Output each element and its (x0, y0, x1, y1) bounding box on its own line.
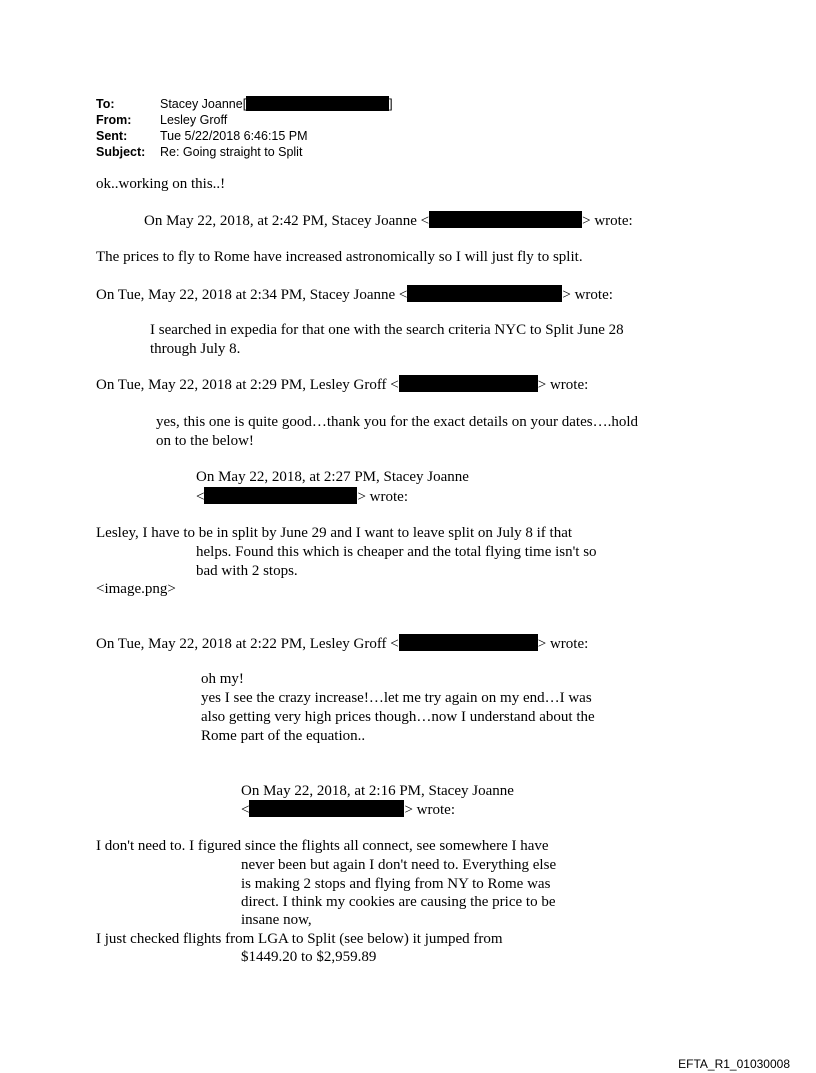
quote-header-text: On Tue, May 22, 2018 at 2:22 PM, Lesley Groff < (96, 636, 399, 652)
from-value: Lesley Groff (160, 113, 228, 127)
quote-header-6a: On May 22, 2018, at 2:16 PM, Stacey Joanne (241, 783, 514, 799)
redaction-bar (249, 800, 404, 817)
quote-header-suffix: > wrote: (537, 377, 589, 393)
subject-label: Subject: (96, 145, 146, 159)
redaction-bar (246, 96, 389, 111)
quote-text-5c: also getting very high prices though…now I understand about the (201, 709, 595, 725)
quote-text-6d: direct. I think my cookies are causing the price to be (241, 894, 556, 910)
to-value (160, 96, 393, 112)
quote-text-4a: Lesley, I have to be in split by June 29 and I want to leave split on July 8 if that (96, 525, 573, 541)
quote-text-3b: on to the below! (156, 433, 254, 449)
quote-text-4c: bad with 2 stops. (196, 563, 298, 579)
quote-header-4a: On May 22, 2018, at 2:27 PM, Stacey Joanne (196, 469, 469, 485)
to-name: Stacey Joanne[ (160, 97, 247, 111)
redaction-bar (407, 285, 562, 302)
sent-label: Sent: (96, 129, 128, 143)
redaction-bar (399, 375, 538, 392)
quote-text-5b: yes I see the crazy increase!…let me try again on my end…I was (201, 690, 592, 706)
redaction-bar (204, 487, 357, 504)
quote-text-6g: $1449.20 to $2,959.89 (241, 949, 377, 965)
quote-header-4b (196, 487, 408, 507)
quote-header-6b (241, 800, 455, 820)
to-label: To: (96, 97, 115, 111)
quote-header-text: On May 22, 2018, at 2:42 PM, Stacey Joanne < (144, 213, 430, 229)
redaction-bar (429, 211, 582, 228)
quote-text-4b: helps. Found this which is cheaper and the total flying time isn't so (196, 544, 597, 560)
sent-value: Tue 5/22/2018 6:46:15 PM (160, 129, 308, 143)
quote-text-2a: I searched in expedia for that one with the search criteria NYC to Split June 28 (150, 322, 624, 338)
quote-text-2b: through July 8. (150, 341, 241, 357)
from-label: From: (96, 113, 132, 127)
quote-header-text: On Tue, May 22, 2018 at 2:34 PM, Stacey Joanne < (96, 287, 408, 303)
document-id: EFTA_R1_01030008 (678, 1057, 790, 1071)
from-row (96, 112, 436, 128)
quote-header-suffix: > wrote: (562, 287, 613, 303)
quote-header-3 (96, 375, 588, 395)
quote-text-5d: Rome part of the equation.. (201, 728, 366, 744)
quote-header-text: On Tue, May 22, 2018 at 2:29 PM, Lesley Groff < (96, 377, 399, 393)
quote-text-6f: I just checked flights from LGA to Split (see below) it jumped from (96, 931, 503, 947)
quote-header-1 (144, 211, 633, 231)
sent-row (96, 128, 436, 144)
redaction-bar (399, 634, 538, 651)
image-attachment-placeholder: <image.png> (96, 581, 176, 597)
quote-text-6e: insane now, (241, 912, 312, 928)
quote-text-6a: I don't need to. I figured since the flights all connect, see somewhere I have (96, 838, 549, 854)
quote-text-6c: is making 2 stops and flying from NY to Rome was (241, 876, 551, 892)
quote-header-suffix: > wrote: (537, 636, 589, 652)
reply-text: ok..working on this..! (96, 176, 226, 192)
quote-text-1: The prices to fly to Rome have increased astronomically so I will just fly to split. (96, 249, 583, 265)
quote-text-6b: never been but again I don't need to. Everything else (241, 857, 557, 873)
quote-header-suffix: > wrote: (404, 802, 455, 818)
subject-row (96, 144, 436, 160)
subject-value: Re: Going straight to Split (160, 145, 303, 159)
email-header (96, 96, 436, 160)
quote-text-3a: yes, this one is quite good…thank you for the exact details on your dates….hold (156, 414, 638, 430)
quote-header-suffix: > wrote: (582, 213, 633, 229)
to-row (96, 96, 436, 112)
quote-header-suffix: > wrote: (357, 489, 408, 505)
to-close-bracket: ] (389, 97, 393, 111)
quote-header-2 (96, 285, 613, 305)
quote-text-5a: oh my! (201, 671, 244, 687)
quote-header-5 (96, 634, 588, 654)
quote-header-text: < (196, 489, 205, 505)
quote-header-text: < (241, 802, 250, 818)
